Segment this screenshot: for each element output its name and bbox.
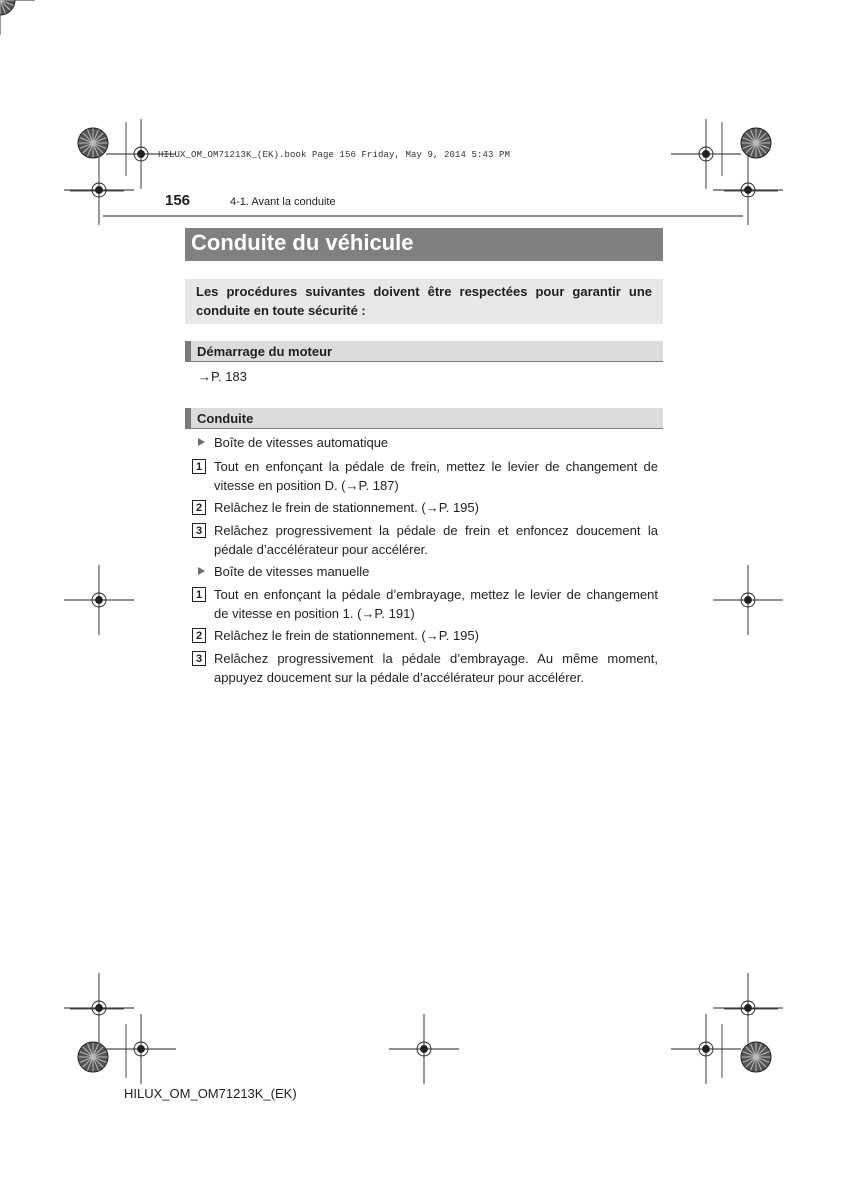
bullet-label: Boîte de vitesses automatique	[214, 435, 389, 450]
subheading-label: Conduite	[197, 411, 254, 426]
page-reference-text: P. 183	[211, 369, 247, 384]
subheading-label: Démarrage du moteur	[197, 344, 333, 359]
bullet-automatic	[198, 435, 388, 450]
step-number: 3	[192, 651, 206, 666]
step-number: 2	[192, 628, 206, 643]
triangle-bullet-icon	[198, 438, 205, 446]
subheading-bar	[185, 408, 191, 428]
step-text: Tout en enfonçant la pédale d’embrayage, mettez le levier de changement de vitesse en position 1. (→P. 191)	[214, 587, 658, 621]
step-number: 1	[192, 587, 206, 602]
page-number: 156	[165, 192, 191, 209]
step-text: Tout en enfonçant la pédale de frein, mettez le levier de changement de vitesse en position D. (→P. 187)	[214, 459, 658, 493]
triangle-bullet-icon	[198, 567, 205, 575]
step-text: Relâchez progressivement la pédale d’embrayage. Au même moment, appuyez doucement sur la pédale d’accélérateur pour accélérer.	[214, 651, 658, 685]
step-number: 2	[192, 500, 206, 515]
intro-text: Les procédures suivantes doivent être respectées pour garantir une conduite en toute sécurité :	[196, 284, 652, 318]
page-title: Conduite du véhicule	[191, 230, 414, 255]
color-wheels	[0, 0, 15, 15]
subheading-driving	[185, 408, 663, 429]
step-number: 3	[192, 523, 206, 538]
footer-document-id: HILUX_OM_OM71213K_(EK)	[124, 1086, 297, 1101]
page-reference[interactable]	[198, 369, 247, 384]
step-text: Relâchez le frein de stationnement. (→P. 195)	[214, 500, 479, 515]
arrow-icon: →	[198, 369, 211, 384]
bullet-label: Boîte de vitesses manuelle	[214, 564, 370, 579]
bullet-manual	[198, 564, 369, 579]
step-text: Relâchez progressivement la pédale de frein et enfoncez doucement la pédale d’accélérateur pour accélérer.	[214, 523, 658, 557]
subheading-engine-start	[185, 341, 663, 362]
step-number: 1	[192, 459, 206, 474]
header-divider	[103, 215, 743, 217]
section-reference: 4-1. Avant la conduite	[230, 196, 336, 208]
file-info: HILUX_OM_OM71213K_(EK).book Page 156 Friday, May 9, 2014 5:43 PM	[158, 150, 511, 160]
step-text: Relâchez le frein de stationnement. (→P. 195)	[214, 628, 479, 643]
subheading-bar	[185, 341, 191, 361]
